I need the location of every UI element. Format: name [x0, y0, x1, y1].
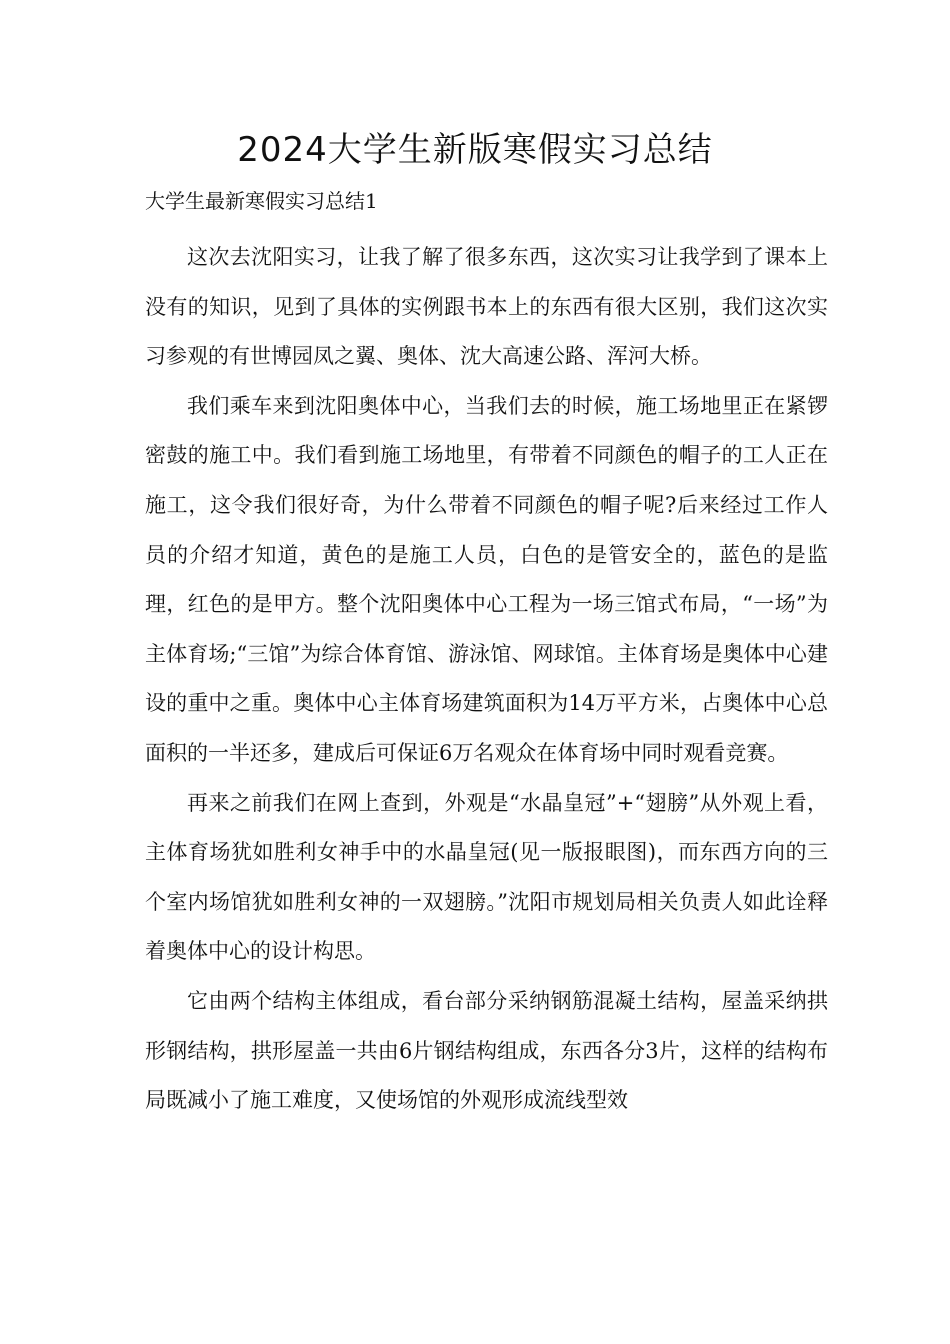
- document-body: [145, 233, 828, 1126]
- document-title: 2024大学生新版寒假实习总结: [237, 130, 713, 170]
- section-subtitle: 大学生最新寒假实习总结1: [145, 189, 378, 213]
- paragraph-4: 它由两个结构主体组成，看台部分采纳钢筋混凝土结构，屋盖采纳拱形钢结构，拱形屋盖一共由6片钢结构组成，东西各分3片，这样的结构布局既减小了施工难度，又使场馆的外观形成流线型效: [145, 988, 828, 1113]
- paragraph-2: 我们乘车来到沈阳奥体中心，当我们去的时候，施工场地里正在紧锣密鼓的施工中。我们看到施工场地里，有带着不同颜色的帽子的工人正在施工，这令我们很好奇，为什么带着不同颜色的帽子呢?后来经过工作人员的介绍才知道，黄色的是施工人员，白色的是管安全的，蓝色的是监理，红色的是甲方。整个沈阳奥体中心工程为一场三馆式布局，“一场”为主体育场;“三馆”为综合体育馆、游泳馆、网球馆。主体育场是奥体中心建设的重中之重。奥体中心主体育场建筑面积为14万平方米，占奥体中心总面积的一半还多，建成后可保证6万名观众在体育场中同时观看竞赛。: [145, 393, 828, 765]
- paragraph-1: 这次去沈阳实习，让我了解了很多东西，这次实习让我学到了课本上没有的知识，见到了具体的实例跟书本上的东西有很大区别，我们这次实习参观的有世博园凤之翼、奥体、沈大高速公路、浑河大桥。: [145, 245, 828, 369]
- paragraph-3: 再来之前我们在网上查到，外观是“水晶皇冠”+“翅膀”从外观上看，主体育场犹如胜利女神手中的水晶皇冠(见一版报眼图)，而东西方向的三个室内场馆犹如胜利女神的一双翅膀。”沈阳市规划局相关负责人如此诠释着奥体中心的设计构思。: [145, 790, 828, 964]
